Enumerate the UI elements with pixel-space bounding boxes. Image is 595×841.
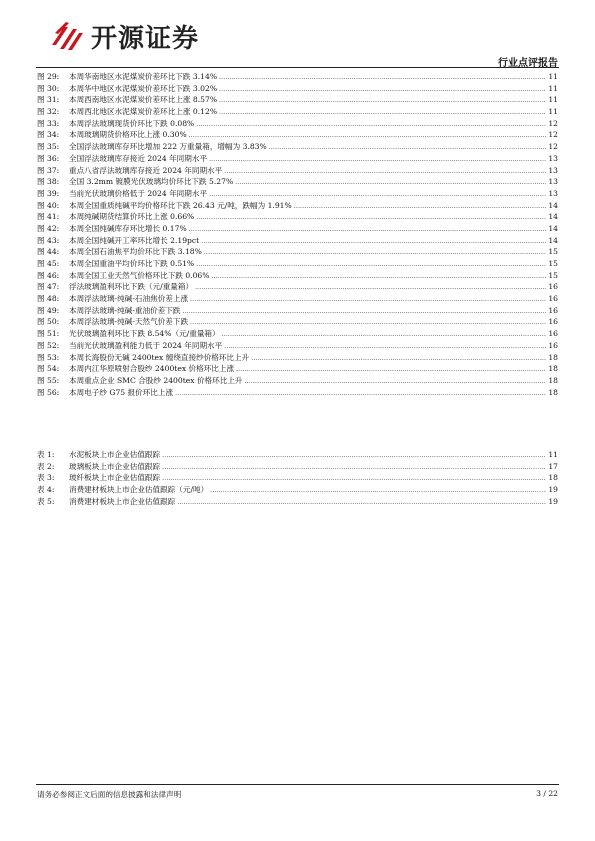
toc-entry-label: 图 43: <box>37 235 60 245</box>
toc-entry-label: 图 39: <box>37 188 60 198</box>
figure-toc-entry[interactable] <box>37 118 558 130</box>
figure-toc-entry[interactable] <box>37 129 558 141</box>
toc-entry-page: 16 <box>548 340 558 350</box>
table-toc-entry[interactable] <box>37 496 558 508</box>
figure-toc-entry[interactable] <box>37 188 558 200</box>
toc-leader-dots <box>224 165 546 177</box>
figure-toc-entry[interactable] <box>37 281 558 293</box>
toc-entry-page: 14 <box>548 212 558 222</box>
toc-entry-page: 18 <box>548 473 558 483</box>
toc-entry-page: 18 <box>548 375 558 385</box>
toc-entry-page: 16 <box>548 282 558 292</box>
toc-entry-label: 图 44: <box>37 247 60 257</box>
toc-entry-title: 消费建材板块上市企业估值跟踪 <box>69 496 176 506</box>
toc-entry-label: 图 33: <box>37 118 60 128</box>
toc-leader-dots <box>190 293 546 305</box>
figure-toc-entry[interactable] <box>37 363 558 375</box>
toc-entry-page: 15 <box>548 247 558 257</box>
toc-entry-label: 图 31: <box>37 95 60 105</box>
toc-entry-label: 图 36: <box>37 153 60 163</box>
toc-entry-title: 本周西北地区水泥煤炭价差环比上涨 0.12% <box>69 107 218 117</box>
table-toc-entry[interactable] <box>37 484 558 496</box>
table-toc-entry[interactable] <box>37 449 558 461</box>
toc-entry-label: 表 3: <box>37 473 55 483</box>
toc-entry-label: 图 41: <box>37 212 60 222</box>
figure-toc-entry[interactable] <box>37 153 558 165</box>
toc-entry-page: 13 <box>548 153 558 163</box>
figure-toc-entry[interactable] <box>37 94 558 106</box>
toc-entry-title: 本周内江华原喷射合股纱 2400tex 价格环比上涨 <box>69 364 235 374</box>
toc-entry-label: 图 56: <box>37 387 60 397</box>
toc-entry-page: 12 <box>548 142 558 152</box>
toc-entry-label: 图 29: <box>37 72 60 81</box>
toc-leader-dots <box>224 340 546 352</box>
figure-toc-entry[interactable] <box>37 387 558 399</box>
toc-entry-title: 全国 3.2mm 镀膜光伏玻璃均价环比下跌 5.27% <box>69 177 234 187</box>
toc-entry-title: 本周全国重质纯碱平均价格环比下跌 26.43 元/吨，跌幅为 1.91% <box>69 200 292 210</box>
toc-entry-page: 16 <box>548 317 558 327</box>
toc-leader-dots <box>162 472 546 484</box>
toc-leader-dots <box>219 83 546 95</box>
toc-entry-label: 图 49: <box>37 305 60 315</box>
toc-entry-title: 消费建材板块上市企业估值跟踪（元/吨） <box>69 485 209 495</box>
toc-entry-title: 本周全国石油焦平均价环比下跌 3.18% <box>69 247 202 257</box>
figure-toc-entry[interactable] <box>37 211 558 223</box>
toc-entry-title: 本周华中地区水泥煤炭价差环比下跌 3.02% <box>69 83 218 93</box>
page-header <box>0 0 595 70</box>
toc-entry-title: 全国浮法玻璃库存接近 2024 年同期水平 <box>69 153 208 163</box>
toc-leader-dots <box>182 305 546 317</box>
toc-entry-page: 18 <box>548 352 558 362</box>
toc-entry-title: 重点八省浮法玻璃库存接近 2024 年同期水平 <box>69 165 223 175</box>
toc-leader-dots <box>190 316 546 328</box>
toc-leader-dots <box>201 235 546 247</box>
toc-leader-dots <box>294 200 546 212</box>
toc-leader-dots <box>235 176 546 188</box>
figure-toc-entry[interactable] <box>37 293 558 305</box>
toc-entry-title: 本周浮法玻璃-纯碱-天然气价差下跌 <box>69 317 189 327</box>
figure-toc-entry[interactable] <box>37 352 558 364</box>
toc-leader-dots <box>210 484 546 496</box>
toc-entry-title: 当前光伏玻璃盈利能力低于 2024 年同期水平 <box>69 340 223 350</box>
figure-toc-entry[interactable] <box>37 305 558 317</box>
toc-entry-label: 表 5: <box>37 496 55 506</box>
toc-entry-page: 14 <box>548 223 558 233</box>
toc-entry-label: 表 1: <box>37 450 55 459</box>
toc-entry-title: 全国浮法玻璃库存环比增加 222 万重量箱，增幅为 3.83% <box>69 142 267 152</box>
toc-leader-dots <box>177 496 546 508</box>
toc-entry-title: 本周华南地区水泥煤炭价差环比下跌 3.14% <box>69 72 218 81</box>
toc-leader-dots <box>175 387 546 399</box>
toc-leader-dots <box>219 71 546 83</box>
toc-entry-page: 18 <box>548 364 558 374</box>
toc-leader-dots <box>209 153 546 165</box>
figure-toc-entry[interactable] <box>37 141 558 153</box>
toc-leader-dots <box>196 211 546 223</box>
figure-toc-entry[interactable] <box>37 200 558 212</box>
toc-entry-page: 11 <box>548 450 558 459</box>
toc-entry-page: 13 <box>548 165 558 175</box>
toc-leader-dots <box>196 258 546 270</box>
toc-entry-title: 玻璃板块上市企业估值跟踪 <box>69 461 161 471</box>
toc-entry-label: 图 37: <box>37 165 60 175</box>
toc-entry-title: 本周全国重油平均价环比下跌 0.51% <box>69 259 195 268</box>
toc-entry-title: 光伏玻璃盈利环比下跌 8.54%（元/重量箱） <box>69 329 220 339</box>
toc-entry-title: 本周玻璃期货价格环比上涨 0.30% <box>69 130 187 140</box>
figure-toc-entry[interactable] <box>37 71 558 83</box>
report-type-label: 行业点评报告 <box>498 58 558 69</box>
toc-entry-page: 11 <box>548 72 558 81</box>
toc-entry-label: 图 45: <box>37 259 60 268</box>
toc-leader-dots <box>209 188 546 200</box>
toc-leader-dots <box>236 363 546 375</box>
toc-entry-page: 16 <box>548 329 558 339</box>
toc-leader-dots <box>245 375 546 387</box>
toc-entry-page: 19 <box>548 485 558 495</box>
toc-entry-page: 15 <box>548 270 558 280</box>
figure-toc-entry[interactable] <box>37 375 558 387</box>
toc-leader-dots <box>162 449 546 461</box>
toc-entry-label: 图 34: <box>37 130 60 140</box>
toc-entry-title: 浮法玻璃盈利环比下跌（元/重量箱） <box>69 282 194 292</box>
toc-entry-page: 11 <box>548 107 558 117</box>
page-number: 3 / 22 <box>536 789 558 798</box>
toc-leader-dots <box>219 106 546 118</box>
toc-entry-page: 15 <box>548 259 558 268</box>
toc-entry-page: 14 <box>548 200 558 210</box>
footer-divider <box>36 784 559 785</box>
toc-entry-title: 本周全国纯碱开工率环比增长 2.19pct <box>69 235 200 245</box>
toc-entry-title: 本周西南地区水泥煤炭价差环比上涨 8.57% <box>69 95 218 105</box>
toc-leader-dots <box>222 328 546 340</box>
company-logo <box>49 19 199 53</box>
kaiyuan-logo-icon <box>49 19 87 53</box>
figure-toc-entry[interactable] <box>37 235 558 247</box>
figure-toc-entry[interactable] <box>37 176 558 188</box>
toc-entry-title: 本周浮法玻璃现货价环比下跌 0.08% <box>69 118 195 128</box>
figure-toc-entry[interactable] <box>37 258 558 270</box>
figure-toc <box>37 71 558 398</box>
logo-text: 开源证券 <box>91 23 200 54</box>
toc-entry-label: 图 55: <box>37 375 60 385</box>
toc-entry-label: 图 51: <box>37 329 60 339</box>
toc-entry-title: 本周浮法玻璃-纯碱-重油价差下跌 <box>69 305 181 315</box>
toc-leader-dots <box>189 223 546 235</box>
toc-leader-dots <box>219 94 546 106</box>
toc-entry-title: 本周电子纱 G75 报价环比上涨 <box>69 387 174 397</box>
toc-leader-dots <box>162 461 546 473</box>
toc-entry-label: 表 4: <box>37 485 55 495</box>
toc-entry-label: 图 30: <box>37 83 60 93</box>
toc-entry-title: 本周重点企业 SMC 合股纱 2400tex 价格环比上升 <box>69 375 243 385</box>
toc-leader-dots <box>196 118 546 130</box>
toc-entry-page: 13 <box>548 177 558 187</box>
figure-toc-entry[interactable] <box>37 316 558 328</box>
figure-toc-entry[interactable] <box>37 328 558 340</box>
toc-entry-label: 图 35: <box>37 142 60 152</box>
toc-entry-label: 表 2: <box>37 461 55 471</box>
toc-entry-title: 玻纤板块上市企业估值跟踪 <box>69 473 161 483</box>
toc-entry-label: 图 32: <box>37 107 60 117</box>
toc-entry-page: 11 <box>548 95 558 105</box>
toc-entry-page: 12 <box>548 130 558 140</box>
toc-entry-label: 图 47: <box>37 282 60 292</box>
toc-entry-page: 13 <box>548 188 558 198</box>
footer-disclaimer: 请务必参阅正文后面的信息披露和法律声明 <box>37 790 182 799</box>
table-toc-entry[interactable] <box>37 472 558 484</box>
toc-entry-title: 本周全国工业天然气价格环比下跌 0.06% <box>69 270 210 280</box>
header-divider <box>36 67 559 68</box>
toc-entry-page: 14 <box>548 235 558 245</box>
toc-leader-dots <box>211 270 546 282</box>
toc-leader-dots <box>251 352 546 364</box>
toc-entry-page: 19 <box>548 496 558 506</box>
toc-entry-label: 图 52: <box>37 340 60 350</box>
toc-entry-page: 17 <box>548 461 558 471</box>
toc-entry-label: 图 38: <box>37 177 60 187</box>
toc-entry-title: 当前光伏玻璃价格低于 2024 年同期水平 <box>69 188 208 198</box>
toc-entry-page: 11 <box>548 83 558 93</box>
table-toc-entry[interactable] <box>37 461 558 473</box>
toc-leader-dots <box>195 281 546 293</box>
toc-leader-dots <box>204 246 546 258</box>
toc-entry-title: 水泥板块上市企业估值跟踪 <box>69 450 161 459</box>
figure-toc-entry[interactable] <box>37 223 558 235</box>
toc-entry-page: 12 <box>548 118 558 128</box>
toc-entry-label: 图 42: <box>37 223 60 233</box>
toc-entry-label: 图 50: <box>37 317 60 327</box>
toc-entry-label: 图 48: <box>37 294 60 304</box>
toc-entry-title: 本周长海股份无碱 2400tex 缠绕直接纱价格环比上升 <box>69 352 250 362</box>
toc-entry-title: 本周浮法玻璃-纯碱-石油焦价差上涨 <box>69 294 189 304</box>
toc-entry-label: 图 53: <box>37 352 60 362</box>
toc-leader-dots <box>269 141 546 153</box>
toc-entry-page: 16 <box>548 305 558 315</box>
figure-toc-entry[interactable] <box>37 106 558 118</box>
toc-entry-title: 本周全国纯碱库存环比增长 0.17% <box>69 223 187 233</box>
figure-toc-entry[interactable] <box>37 165 558 177</box>
toc-entry-label: 图 40: <box>37 200 60 210</box>
toc-entry-page: 16 <box>548 294 558 304</box>
figure-toc-entry[interactable] <box>37 340 558 352</box>
toc-entry-title: 本周纯碱期货结算价环比上涨 0.66% <box>69 212 195 222</box>
toc-leader-dots <box>189 129 546 141</box>
figure-toc-entry[interactable] <box>37 246 558 258</box>
figure-toc-entry[interactable] <box>37 270 558 282</box>
figure-toc-entry[interactable] <box>37 83 558 95</box>
table-toc <box>37 449 558 507</box>
toc-entry-label: 图 46: <box>37 270 60 280</box>
toc-entry-label: 图 54: <box>37 364 60 374</box>
toc-entry-page: 18 <box>548 387 558 397</box>
